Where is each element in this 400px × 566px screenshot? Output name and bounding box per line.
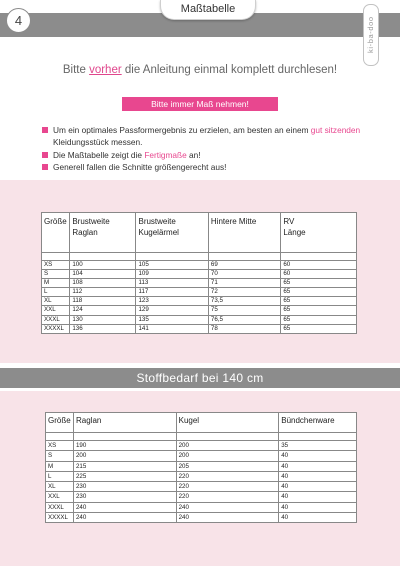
table-cell: 200 xyxy=(176,441,279,451)
table-cell: 117 xyxy=(136,288,208,297)
table-row xyxy=(42,279,357,288)
table-cell: 75 xyxy=(208,306,280,315)
table-cell: 73,5 xyxy=(208,297,280,306)
table-cell: 123 xyxy=(136,297,208,306)
size-cell: XXXXL xyxy=(46,513,74,523)
header-label: Brustweite Kugelärmel xyxy=(138,217,179,237)
table-cell: 118 xyxy=(70,297,136,306)
brand-label: ki-ba-doo xyxy=(366,16,375,54)
table-row xyxy=(46,482,357,492)
col-header-cuff xyxy=(279,413,357,433)
col-header-raglan xyxy=(73,413,176,433)
table-cell: 65 xyxy=(281,324,357,333)
table-row xyxy=(46,492,357,502)
table-cell: 100 xyxy=(70,261,136,270)
table-cell: 220 xyxy=(176,482,279,492)
table-row xyxy=(42,297,357,306)
bullet-text: Die Maßtabelle zeigt die xyxy=(53,149,145,160)
table-cell: 240 xyxy=(73,502,176,512)
bullet-text-end: Kleidungsstück messen. xyxy=(53,137,143,148)
page-number: 4 xyxy=(6,8,31,33)
col-header-back-center xyxy=(208,213,280,253)
size-cell: XXL xyxy=(42,306,70,315)
table-cell: 40 xyxy=(279,482,357,492)
fabric-section-title: Stoffbedarf bei 140 cm xyxy=(0,368,400,388)
size-cell: XS xyxy=(46,441,74,451)
table-cell: 200 xyxy=(73,451,176,461)
table-cell: 112 xyxy=(70,288,136,297)
bullet-item xyxy=(42,161,372,173)
table-cell: 205 xyxy=(176,461,279,471)
table-cell: 105 xyxy=(136,261,208,270)
size-cell: S xyxy=(46,451,74,461)
table-row xyxy=(42,261,357,270)
header-label: Raglan xyxy=(75,416,102,425)
table-cell: 190 xyxy=(73,441,176,451)
table-cell xyxy=(281,253,357,261)
size-cell: XXL xyxy=(46,492,74,502)
table-spacer-row xyxy=(42,253,357,261)
table-cell xyxy=(73,433,176,441)
intro-text-end: die Anleitung einmal komplett durchlesen! xyxy=(121,64,338,76)
table-spacer-row xyxy=(46,433,357,441)
bullet-highlight: Fertigmaße xyxy=(144,149,187,160)
table-cell: 240 xyxy=(176,513,279,523)
size-cell: XXXL xyxy=(46,502,74,512)
table-row xyxy=(46,441,357,451)
bullet-text: Generell fallen die Schnitte größengerecht aus! xyxy=(53,161,227,172)
col-header-chest-raglan xyxy=(70,213,136,253)
col-header-chest-sleeve xyxy=(136,213,208,253)
col-header-kugel xyxy=(176,413,279,433)
table-cell: 220 xyxy=(176,471,279,481)
table-row xyxy=(42,324,357,333)
table-row xyxy=(46,502,357,512)
table-cell: 129 xyxy=(136,306,208,315)
col-header-zipper-length xyxy=(281,213,357,253)
bullet-item xyxy=(42,149,372,161)
table-cell xyxy=(42,253,70,261)
table-row xyxy=(46,461,357,471)
table-cell xyxy=(176,433,279,441)
fabric-table xyxy=(45,412,357,523)
table-cell: 65 xyxy=(281,297,357,306)
table-row xyxy=(46,471,357,481)
intro-text xyxy=(0,64,400,76)
size-cell: XL xyxy=(42,297,70,306)
table-cell: 124 xyxy=(70,306,136,315)
table-cell: 40 xyxy=(279,471,357,481)
intro-highlight: vorher xyxy=(89,64,122,76)
intro-text-start: Bitte xyxy=(62,64,90,76)
table-cell xyxy=(46,433,74,441)
table-cell: 69 xyxy=(208,261,280,270)
header-label: Brustweite Raglan xyxy=(72,217,110,237)
table-cell: 40 xyxy=(279,492,357,502)
table-cell: 65 xyxy=(281,288,357,297)
table-cell: 135 xyxy=(136,315,208,324)
table-cell: 40 xyxy=(279,502,357,512)
table-cell: 240 xyxy=(176,502,279,512)
table-cell: 76,5 xyxy=(208,315,280,324)
bullet-highlight: gut sitzenden xyxy=(310,125,361,135)
table-cell: 40 xyxy=(279,513,357,523)
col-header-size xyxy=(46,413,74,433)
table-cell: 109 xyxy=(136,270,208,279)
table-cell: 72 xyxy=(208,288,280,297)
size-cell: XXXL xyxy=(42,315,70,324)
size-cell: L xyxy=(46,471,74,481)
size-cell: L xyxy=(42,288,70,297)
bullet-list xyxy=(42,124,372,173)
table-row xyxy=(46,451,357,461)
header-label: RV Länge xyxy=(283,217,306,237)
table-cell xyxy=(70,253,136,261)
table-cell xyxy=(279,433,357,441)
header-label: Hintere Mitte xyxy=(210,217,257,226)
header-label: Größe xyxy=(48,416,71,425)
size-cell: XXXXL xyxy=(42,324,70,333)
brand-logo xyxy=(363,4,379,66)
table-cell: 220 xyxy=(176,492,279,502)
table-cell: 78 xyxy=(208,324,280,333)
table-cell: 230 xyxy=(73,492,176,502)
table-header-row xyxy=(46,413,357,433)
table-cell: 225 xyxy=(73,471,176,481)
table-cell: 70 xyxy=(208,270,280,279)
table-row xyxy=(42,315,357,324)
table-cell: 40 xyxy=(279,451,357,461)
table-cell: 240 xyxy=(73,513,176,523)
table-cell: 230 xyxy=(73,482,176,492)
bullet-item xyxy=(42,124,372,149)
table-cell: 104 xyxy=(70,270,136,279)
header-label: Bündchenware xyxy=(281,416,335,425)
col-header-size xyxy=(42,213,70,253)
table-cell: 65 xyxy=(281,306,357,315)
bullet-square-icon xyxy=(42,127,48,133)
table-cell: 141 xyxy=(136,324,208,333)
table-row xyxy=(42,306,357,315)
size-table xyxy=(41,212,357,334)
table-cell: 60 xyxy=(281,261,357,270)
table-cell: 65 xyxy=(281,315,357,324)
header-label: Größe xyxy=(44,217,67,226)
size-cell: S xyxy=(42,270,70,279)
measure-banner: Bitte immer Maß nehmen! xyxy=(122,97,278,111)
table-row xyxy=(42,288,357,297)
table-cell: 113 xyxy=(136,279,208,288)
table-cell: 136 xyxy=(70,324,136,333)
table-cell: 215 xyxy=(73,461,176,471)
bullet-square-icon xyxy=(42,164,48,170)
table-cell: 108 xyxy=(70,279,136,288)
table-cell xyxy=(208,253,280,261)
table-cell: 130 xyxy=(70,315,136,324)
table-cell: 71 xyxy=(208,279,280,288)
bullet-text-end: an! xyxy=(186,149,201,160)
size-cell: XS xyxy=(42,261,70,270)
table-row xyxy=(42,270,357,279)
header-label: Kugel xyxy=(178,416,200,425)
table-header-row xyxy=(42,213,357,253)
bullet-square-icon xyxy=(42,152,48,158)
table-cell: 40 xyxy=(279,461,357,471)
table-cell: 200 xyxy=(176,451,279,461)
table-row xyxy=(46,513,357,523)
table-cell: 65 xyxy=(281,279,357,288)
size-cell: M xyxy=(42,279,70,288)
page-title: Maßtabelle xyxy=(160,0,256,20)
table-cell xyxy=(136,253,208,261)
size-cell: M xyxy=(46,461,74,471)
table-cell: 35 xyxy=(279,441,357,451)
size-cell: XL xyxy=(46,482,74,492)
bullet-text: Um ein optimales Passformergebnis zu erzielen, am besten an einem xyxy=(53,125,311,135)
table-cell: 60 xyxy=(281,270,357,279)
